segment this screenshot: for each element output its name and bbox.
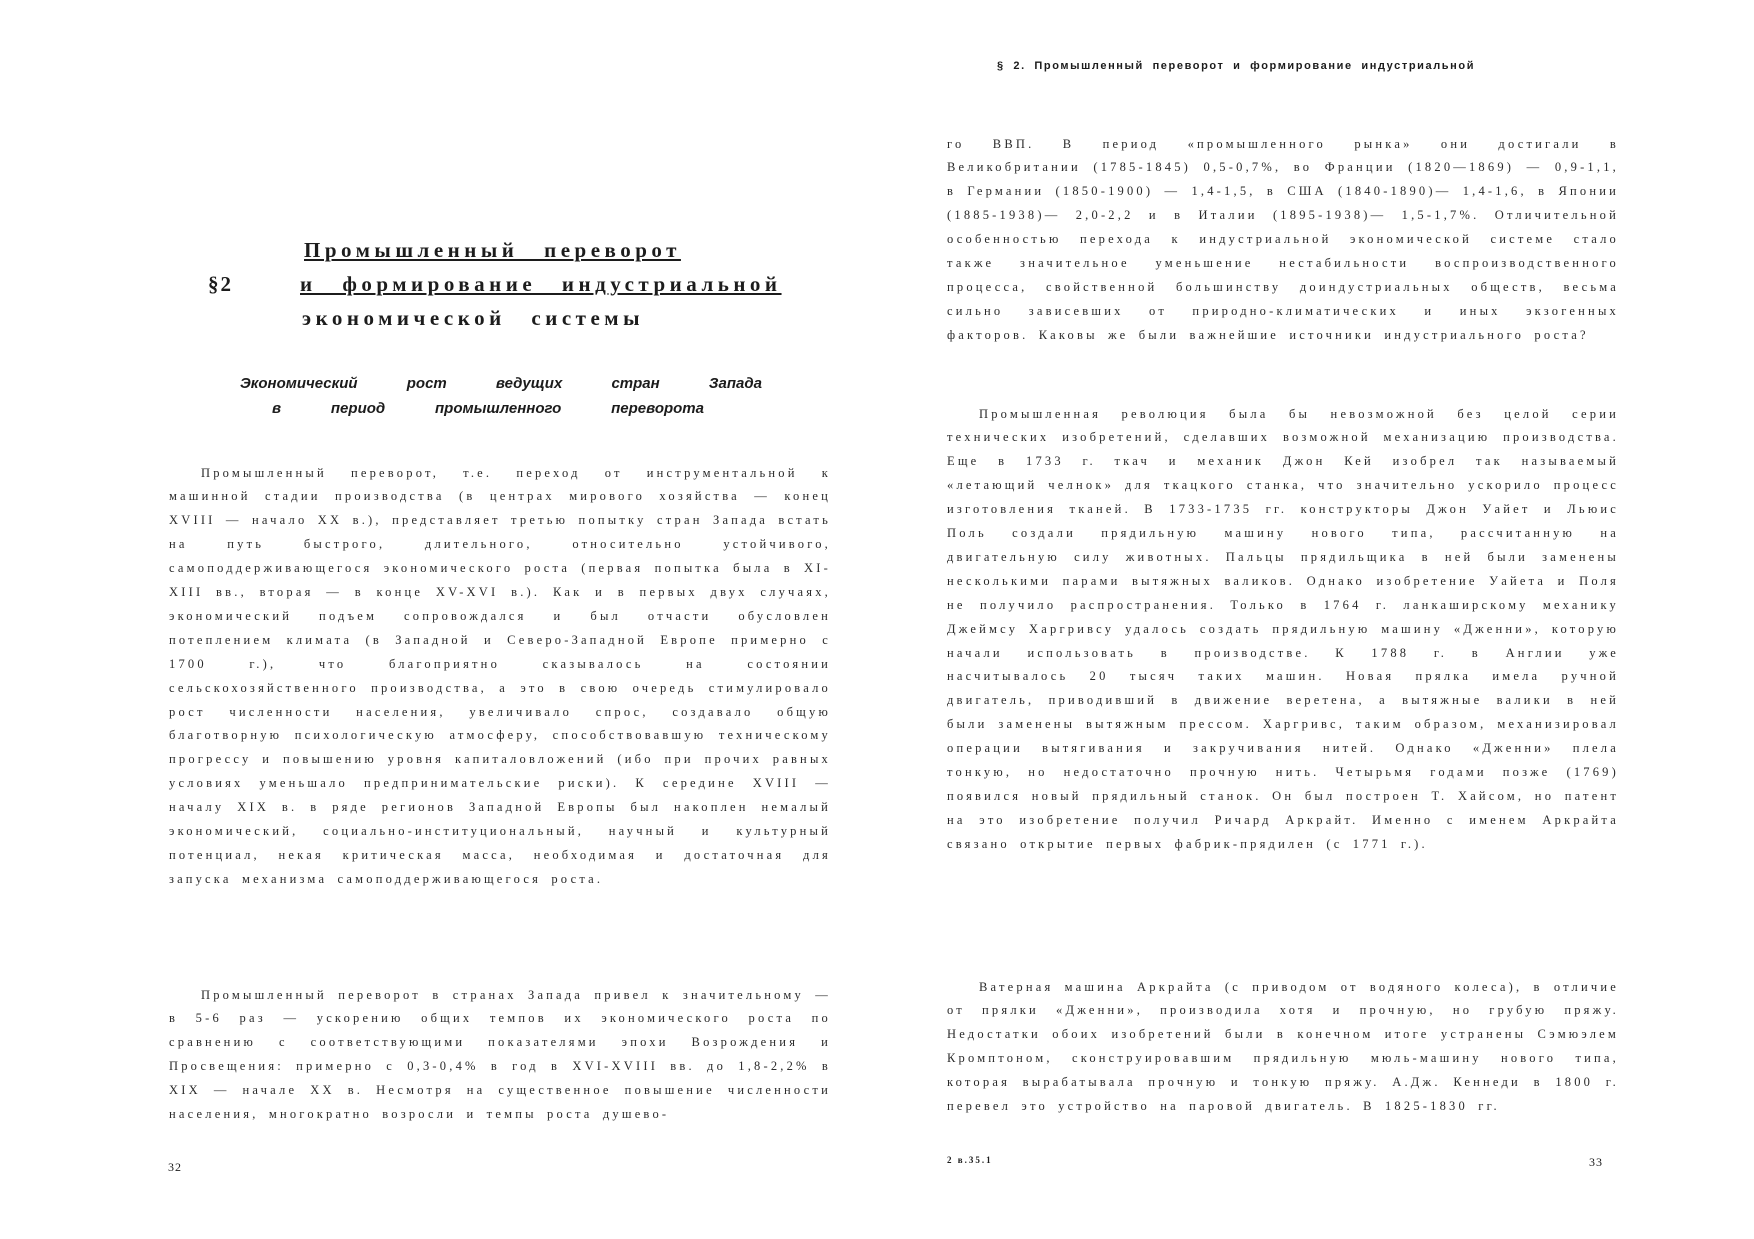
section-title-line-3: экономической системы [302, 306, 644, 330]
section-title-line-1: Промышленный переворот [304, 238, 681, 262]
section-number: §2 [208, 272, 233, 296]
page-number: 33 [1589, 1155, 1603, 1169]
paragraph: Ватерная машина Аркрайта (с приводом от водяного колеса), в отличие от прялки «Дженни», производила хотя и прочную, но грубую пряжу. Недостатки обоих изобретений были в конечном итоге устранены Сэмюэлем Кромптоном, сконструировавшим прядильную мюль-машину нового типа, которая вырабатывала прочную и тонкую пряжу. А.Дж. Кеннеди в 1800 г. перевел это устройство на паровой двигатель. В 1825-1830 гг. [947, 979, 1619, 1114]
subheading-line-2: в период промышленного переворота [272, 400, 704, 417]
signature-mark: 2 в.35.1 [947, 1155, 993, 1165]
paragraph: го ВВП. В период «промышленного рынка» они достигали в Великобритании (1785-1845) 0,5-0,7%, во Франции (1820—1869) — 0,9-1,1, в Германии (1850-1900) — 1,4-1,5, в США (1840-1890)— 1,4-1,6, в Японии (1885-1938)— 2,0-2,2 и в Италии (1895-1938)— 1,5-1,7%. Отличительной особенностью перехода к индустриальной экономической системе стало также значительное уменьшение нестабильности воспроизводственного процесса, свойственной большинству доиндустриальных обществ, весьма сильно зависевших от природно-климатических и иных экзогенных факторов. Каковы же были важнейшие источники индустриального роста? [947, 136, 1619, 342]
page-number: 32 [168, 1160, 182, 1174]
running-head: § 2. Промышленный переворот и формирование индустриальной [997, 60, 1476, 72]
paragraph: Промышленный переворот, т.е. переход от инструментальной к машинной стадии производства (в центрах мирового хозяйства — конец XVIII — начало XX в.), представляет третью попытку стран Запада встать на путь быстрого, длительного, относительно устойчивого, самоподдерживающегося экономического роста (первая попытка была в XI-XIII вв., вторая — в конце XV-XVI в.). Как и в первых двух случаях, экономический подъем сопровождался и был отчасти обусловлен потеплением климата (в Западной и Северо-Западной Европе примерно с 1700 г.), что благоприятно сказывалось на состоянии сельскохозяйственного производства, а это в свою очередь стимулировало рост численности населения, увеличивало спрос, создавало общую благотворную психологическую атмосферу, способствовавшую техническому прогрессу и повышению уровня капиталовложений (ибо при прочих равных условиях уменьшало предпринимательские риски). К середине XVIII — началу XIX в. в ряде регионов Западной Европы был накоплен немалый экономический, социально-институциональный, научный и культурный потенциал, некая критическая масса, необходимая и достаточная для запуска механизма самоподдерживающегося роста. [169, 465, 831, 886]
right-page [877, 0, 1754, 1239]
subheading-line-1: Экономический рост ведущих стран Запада [240, 375, 762, 392]
paragraph: Промышленный переворот в странах Запада привел к значительному — в 5-6 раз — ускорению общих темпов их экономического роста по сравнению с соответствующими показателями эпохи Возрождения и Просвещения: примерно с 0,3-0,4% в год в XVI-XVIII вв. до 1,8-2,2% в XIX — начале XX в. Несмотря на существенное повышение численности населения, многократно возросли и темпы роста душево- [169, 987, 831, 1122]
section-title-line-2: и формирование индустриальной [300, 272, 782, 296]
paragraph: Промышленная революция была бы невозможной без целой серии технических изобретений, сделавших возможной механизацию производства. Еще в 1733 г. ткач и механик Джон Кей изобрел так называемый «летающий челнок» для ткацкого станка, что значительно ускорило процесс изготовления тканей. В 1733-1735 гг. конструкторы Джон Уайет и Льюис Поль создали прядильную машину нового типа, рассчитанную на двигательную силу животных. Пальцы прядильщика в ней были заменены несколькими парами вытяжных валиков. Однако изобретение Уайета и Поля не получило распространения. Только в 1764 г. ланкаширскому механику Джеймсу Харгривсу удалось создать прядильную машину «Дженни», которую начали использовать в производстве. К 1788 г. в Англии уже насчитывалось 20 тысяч таких машин. Новая прялка имела ручной двигатель, приводивший в движение веретена, а вытяжные валики в ней были заменены вытяжным прессом. Харгривс, таким образом, механизировал операции вытягивания и закручивания нитей. Однако «Дженни» плела тонкую, но недостаточно прочную нить. Четырьмя годами позже (1769) появился новый прядильный станок. Он был построен Т. Хайсом, но патент на это изобретение получил Ричард Аркрайт. Именно с именем Аркрайта связано открытие первых фабрик-прядилен (с 1771 г.). [947, 406, 1619, 851]
